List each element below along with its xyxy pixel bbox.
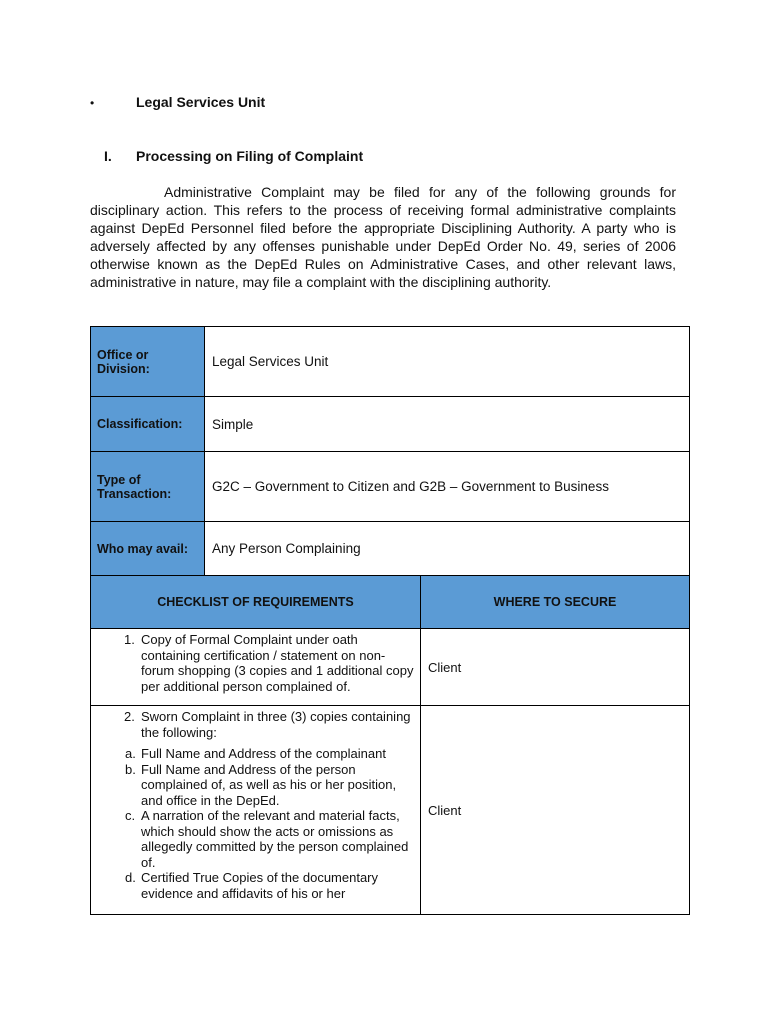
requirement-cell [90, 705, 421, 915]
requirement-cell [90, 628, 421, 706]
sub-letter: b. [125, 761, 136, 777]
type-row [90, 451, 690, 522]
office-row [90, 326, 690, 397]
requirements-header: CHECKLIST OF REQUIREMENTS [90, 575, 421, 629]
sub-letter: a. [125, 746, 136, 761]
requirement-item [121, 632, 414, 694]
sub-text: Full Name and Address of the complainant [141, 746, 386, 761]
sub-letter: c. [125, 808, 136, 823]
classification-value: Simple [204, 396, 690, 452]
intro-text: Administrative Complaint may be filed for any of the following grounds for disciplinary action. This refers to the process of receiving formal administrative complaints against DepEd Personnel filed before the appropriate Disciplining Authority. A party who is adversely affected by any offenses punishable under DepEd Order No. 49, series of 2006 otherwise known as the DepEd Rules on Administrative Cases, and other relevant laws, administrative in nature, may file a complaint with the disciplining authority. [90, 184, 676, 290]
office-label: Office or Division: [90, 326, 205, 397]
sub-text: Full Name and Address of the person complained of, as well as his or her position, and office in the DepEd. [141, 761, 397, 808]
classification-label: Classification: [90, 396, 205, 452]
section-number: I. [104, 148, 112, 164]
table-row [90, 705, 690, 915]
where-cell: Client [420, 705, 690, 915]
intro-paragraph [90, 183, 676, 291]
checklist-header-row [90, 575, 690, 629]
section-title: Processing on Filing of Complaint [136, 148, 364, 164]
where-header: WHERE TO SECURE [420, 575, 690, 629]
avail-row [90, 521, 690, 576]
sub-requirement [121, 870, 414, 901]
sub-letter: d. [125, 870, 136, 885]
requirement-number: 1. [124, 632, 135, 647]
unit-heading: Legal Services Unit [136, 94, 266, 110]
where-cell: Client [420, 628, 690, 706]
classification-row [90, 396, 690, 452]
type-label: Type of Transaction: [90, 451, 205, 522]
sub-requirement [121, 808, 414, 870]
office-value: Legal Services Unit [204, 326, 690, 397]
type-value: G2C – Government to Citizen and G2B – Government to Business [204, 451, 690, 522]
sub-requirement [121, 746, 386, 762]
requirement-number: 2. [124, 709, 135, 724]
requirement-text: Sworn Complaint in three (3) copies containing the following: [141, 709, 411, 740]
sub-text: Certified True Copies of the documentary evidence and affidavits of his or her [141, 870, 379, 901]
requirement-text: Copy of Formal Complaint under oath containing certification / statement on non-forum shopping (3 copies and 1 additional copy per additional person complained of. [141, 632, 414, 694]
avail-label: Who may avail: [90, 521, 205, 576]
table-row [90, 628, 690, 706]
sub-requirement [121, 762, 414, 809]
sub-text: A narration of the relevant and material facts, which should show the acts or omissions as allegedly committed by the person complained of. [141, 808, 409, 870]
bullet-symbol: • [90, 96, 95, 110]
requirement-item [121, 709, 414, 740]
avail-value: Any Person Complaining [204, 521, 690, 576]
